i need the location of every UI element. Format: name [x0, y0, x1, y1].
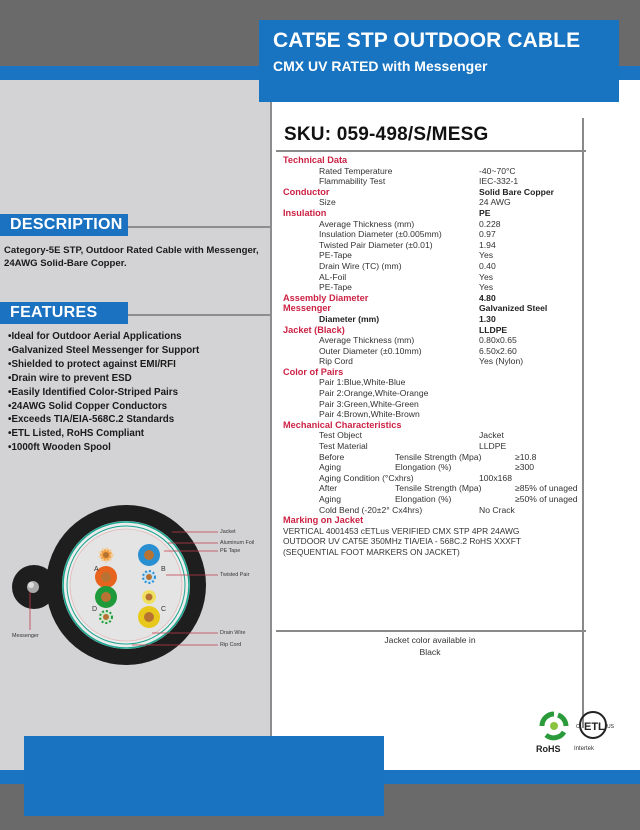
- spec-row: After Tensile Strength (Mpa) ≥85% of unaged: [319, 483, 578, 494]
- label-rip-cord: Rip Cord: [220, 642, 242, 648]
- spec-row: Outer Diameter (±0.10mm) 6.50x2.60: [319, 345, 517, 356]
- spec-row: Average Thickness (mm) 0.80x0.65: [319, 335, 517, 346]
- spec-row: Twisted Pair Diameter (±0.01) 1.94: [319, 239, 496, 250]
- feature-item: • 1000ft Wooden Spool: [8, 441, 270, 455]
- title-banner: [259, 20, 619, 102]
- spec-row: PE-Tape Yes: [319, 250, 494, 261]
- spec-row: PE-Tape Yes: [319, 282, 494, 293]
- certification-logos: [536, 708, 636, 768]
- feature-item: • Drain wire to prevent ESD: [8, 372, 270, 386]
- spec-heading-color-of-pairs: Color of Pairs: [283, 366, 344, 377]
- spec-row: Average Thickness (mm) 0.228: [319, 218, 501, 229]
- sku-label: SKU: 059-498/S/MESG: [284, 124, 489, 145]
- spec-heading-insulation: Insulation PE: [283, 207, 491, 218]
- spec-row: Drain Wire (TC) (mm) 0.40: [319, 260, 496, 271]
- spec-heading-jacket: Jacket (Black) LLDPE: [283, 324, 508, 335]
- rohs-icon: [542, 714, 566, 738]
- spec-row: Pair 1:Blue,White-Blue: [319, 377, 406, 388]
- svg-text:ETL: ETL: [584, 721, 605, 733]
- svg-text:B: B: [161, 566, 166, 573]
- svg-text:US: US: [607, 724, 614, 730]
- feature-item: • 24AWG Solid Copper Conductors: [8, 400, 270, 414]
- feature-item: • Exceeds TIA/EIA-568C.2 Standards: [8, 413, 270, 427]
- spec-row: Size 24 AWG: [319, 197, 511, 208]
- divider: [128, 314, 270, 316]
- divider: [128, 226, 270, 228]
- label-pe-tape: PE Tape: [220, 548, 241, 554]
- page-title: CAT5E STP OUTDOOR CABLE: [273, 29, 581, 52]
- spec-heading-conductor: Conductor Solid Bare Copper: [283, 186, 554, 197]
- etl-icon: [576, 712, 615, 738]
- svg-text:C: C: [161, 606, 167, 613]
- spec-heading-technical-data: Technical Data: [283, 155, 348, 165]
- spec-row: Diameter (mm) 1.30: [319, 313, 496, 324]
- spec-row: Aging Condition (°Cxhrs) 100x168: [319, 472, 512, 483]
- marking-line: (SEQUENTIAL FOOT MARKERS ON JACKET): [283, 546, 460, 557]
- rohs-etl-icon: [536, 708, 636, 744]
- label-drain-wire: Drain Wire: [220, 630, 246, 636]
- spec-row: Aging Elongation (%) ≥300: [319, 462, 535, 473]
- rohs-label: RoHS: [536, 744, 561, 754]
- spec-row: Pair 4:Brown,White-Brown: [319, 409, 420, 420]
- label-messenger: Messenger: [12, 633, 39, 639]
- spec-row: Test Object Jacket: [319, 430, 504, 441]
- spec-heading-messenger: Messenger Galvanized Steel: [283, 303, 548, 314]
- description-text: Category-5E STP, Outdoor Rated Cable with Messenger, 24AWG Solid-Bare Copper.: [4, 245, 259, 269]
- spec-row: Test Material LLDPE: [319, 441, 507, 452]
- label-aluminum-foil: Aluminum Foil: [220, 540, 255, 546]
- marking-line: OUTDOOR UV CAT5E 350MHz TIA/EIA - 568C.2 RoHS XXXFT: [283, 536, 521, 547]
- feature-item: • Galvanized Steel Messenger for Support: [8, 344, 270, 358]
- spec-row: Cold Bend (-20±2° Cx4hrs) No Crack: [319, 504, 515, 515]
- marking-line: VERTICAL 4001453 cETLus VERIFIED CMX STP 4PR 24AWG: [283, 525, 520, 536]
- svg-text:A: A: [94, 566, 99, 573]
- spec-row: AL-Foil Yes: [319, 271, 494, 282]
- spec-row: Rated Temperature -40~70°C: [319, 165, 516, 176]
- feature-item: • Easily Identified Color-Striped Pairs: [8, 386, 270, 400]
- features-heading: FEATURES: [0, 302, 128, 324]
- spec-heading-marking: Marking on Jacket: [283, 515, 364, 526]
- divider: [276, 150, 586, 152]
- availability-note: Jacket color available in Black: [384, 635, 476, 657]
- spec-row: Flammability Test IEC-332-1: [319, 176, 519, 187]
- intertek-label: Intertek: [574, 746, 595, 752]
- svg-text:C: C: [576, 724, 580, 730]
- spec-row: Rip Cord Yes (Nylon): [319, 356, 524, 367]
- spec-heading-assembly-diameter: Assembly Diameter 4.80: [283, 292, 496, 303]
- feature-item: • Ideal for Outdoor Aerial Applications: [8, 330, 270, 344]
- spec-heading-mechanical: Mechanical Characteristics: [283, 419, 402, 430]
- spec-row: Before Tensile Strength (Mpa) ≥10.8: [319, 451, 537, 462]
- cable-cross-section-diagram: [0, 500, 272, 670]
- feature-item: • ETL Listed, RoHS Compliant: [8, 427, 270, 441]
- svg-text:D: D: [92, 606, 98, 613]
- divider: [276, 630, 586, 632]
- spec-table: [283, 155, 583, 558]
- label-jacket: Jacket: [220, 529, 236, 535]
- description-heading: DESCRIPTION: [0, 214, 128, 236]
- spec-row: Insulation Diameter (±0.005mm) 0.97: [319, 229, 496, 240]
- label-twisted-pair: Twisted Pair: [220, 572, 250, 578]
- bottom-blue-block: [24, 736, 384, 816]
- feature-item: • Shielded to protect against EMI/RFI: [8, 358, 270, 372]
- page-subtitle: CMX UV RATED with Messenger: [273, 58, 488, 74]
- spec-row: Pair 3:Green,White-Green: [319, 398, 419, 409]
- features-list: [8, 330, 270, 455]
- spec-row: Aging Elongation (%) ≥50% of unaged: [319, 494, 578, 504]
- spec-row: Pair 2:Orange,White-Orange: [319, 388, 429, 399]
